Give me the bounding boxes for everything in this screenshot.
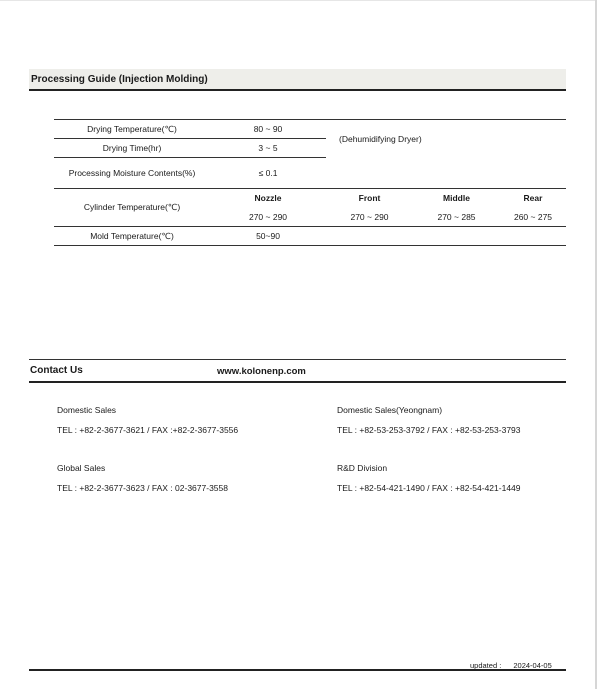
contact-title: Contact Us [30,365,83,376]
zone-front: Front [358,193,381,204]
moisture-value: ≤ 0.1 [210,158,326,189]
office-tel: TEL : +82-2-3677-3623 / FAX : 02-3677-3558 [57,483,228,493]
mold-empty [326,227,566,246]
office-rnd-division [337,463,521,493]
mold-temperature-label: Mold Temperature(℃) [54,227,210,246]
drying-time-label: Drying Time(hr) [54,139,210,158]
office-domestic-sales-yeongnam [337,405,521,435]
drying-time-value: 3 ~ 5 [210,139,326,158]
dryer-note: (Dehumidifying Dryer) [326,120,566,158]
middle-value: 270 ~ 285 [413,208,500,227]
zone-rear: Rear [523,193,543,204]
drying-temperature-value: 80 ~ 90 [210,120,326,139]
table-row [54,189,566,208]
processing-table [54,119,566,246]
front-value: 270 ~ 290 [326,208,413,227]
table-row [54,158,566,189]
office-domestic-sales [57,405,238,435]
processing-guide-title: Processing Guide (Injection Molding) [31,74,208,85]
cylinder-temperature-label: Cylinder Temperature(℃) [54,189,210,227]
updated-date: 2024-04-05 [513,661,552,670]
page-top-edge [0,0,597,1]
drying-temperature-label: Drying Temperature(℃) [54,120,210,139]
office-tel: TEL : +82-2-3677-3621 / FAX :+82-2-3677-3556 [57,425,239,435]
office-name: Global Sales [57,463,106,473]
office-name: Domestic Sales(Yeongnam) [337,405,443,415]
rear-value: 260 ~ 275 [500,208,566,227]
table-row [54,120,566,139]
office-global-sales [57,463,228,493]
office-tel: TEL : +82-53-253-3792 / FAX : +82-53-253-3793 [337,425,521,435]
mold-temperature-value: 50~90 [210,227,326,246]
zone-middle: Middle [443,193,470,204]
nozzle-value: 270 ~ 290 [210,208,326,227]
moisture-empty [326,158,566,189]
table-row [54,227,566,246]
moisture-label: Processing Moisture Contents(%) [54,158,210,189]
footer-rule [29,669,566,671]
office-name: R&D Division [337,463,388,473]
updated-label: updated : [470,661,502,670]
processing-guide-header [29,69,566,91]
zone-nozzle: Nozzle [254,193,282,204]
website-link[interactable]: www.kolonenp.com [217,366,306,377]
contact-header [29,359,566,383]
office-tel: TEL : +82-54-421-1490 / FAX : +82-54-421-1449 [337,483,521,493]
office-name: Domestic Sales [57,405,117,415]
